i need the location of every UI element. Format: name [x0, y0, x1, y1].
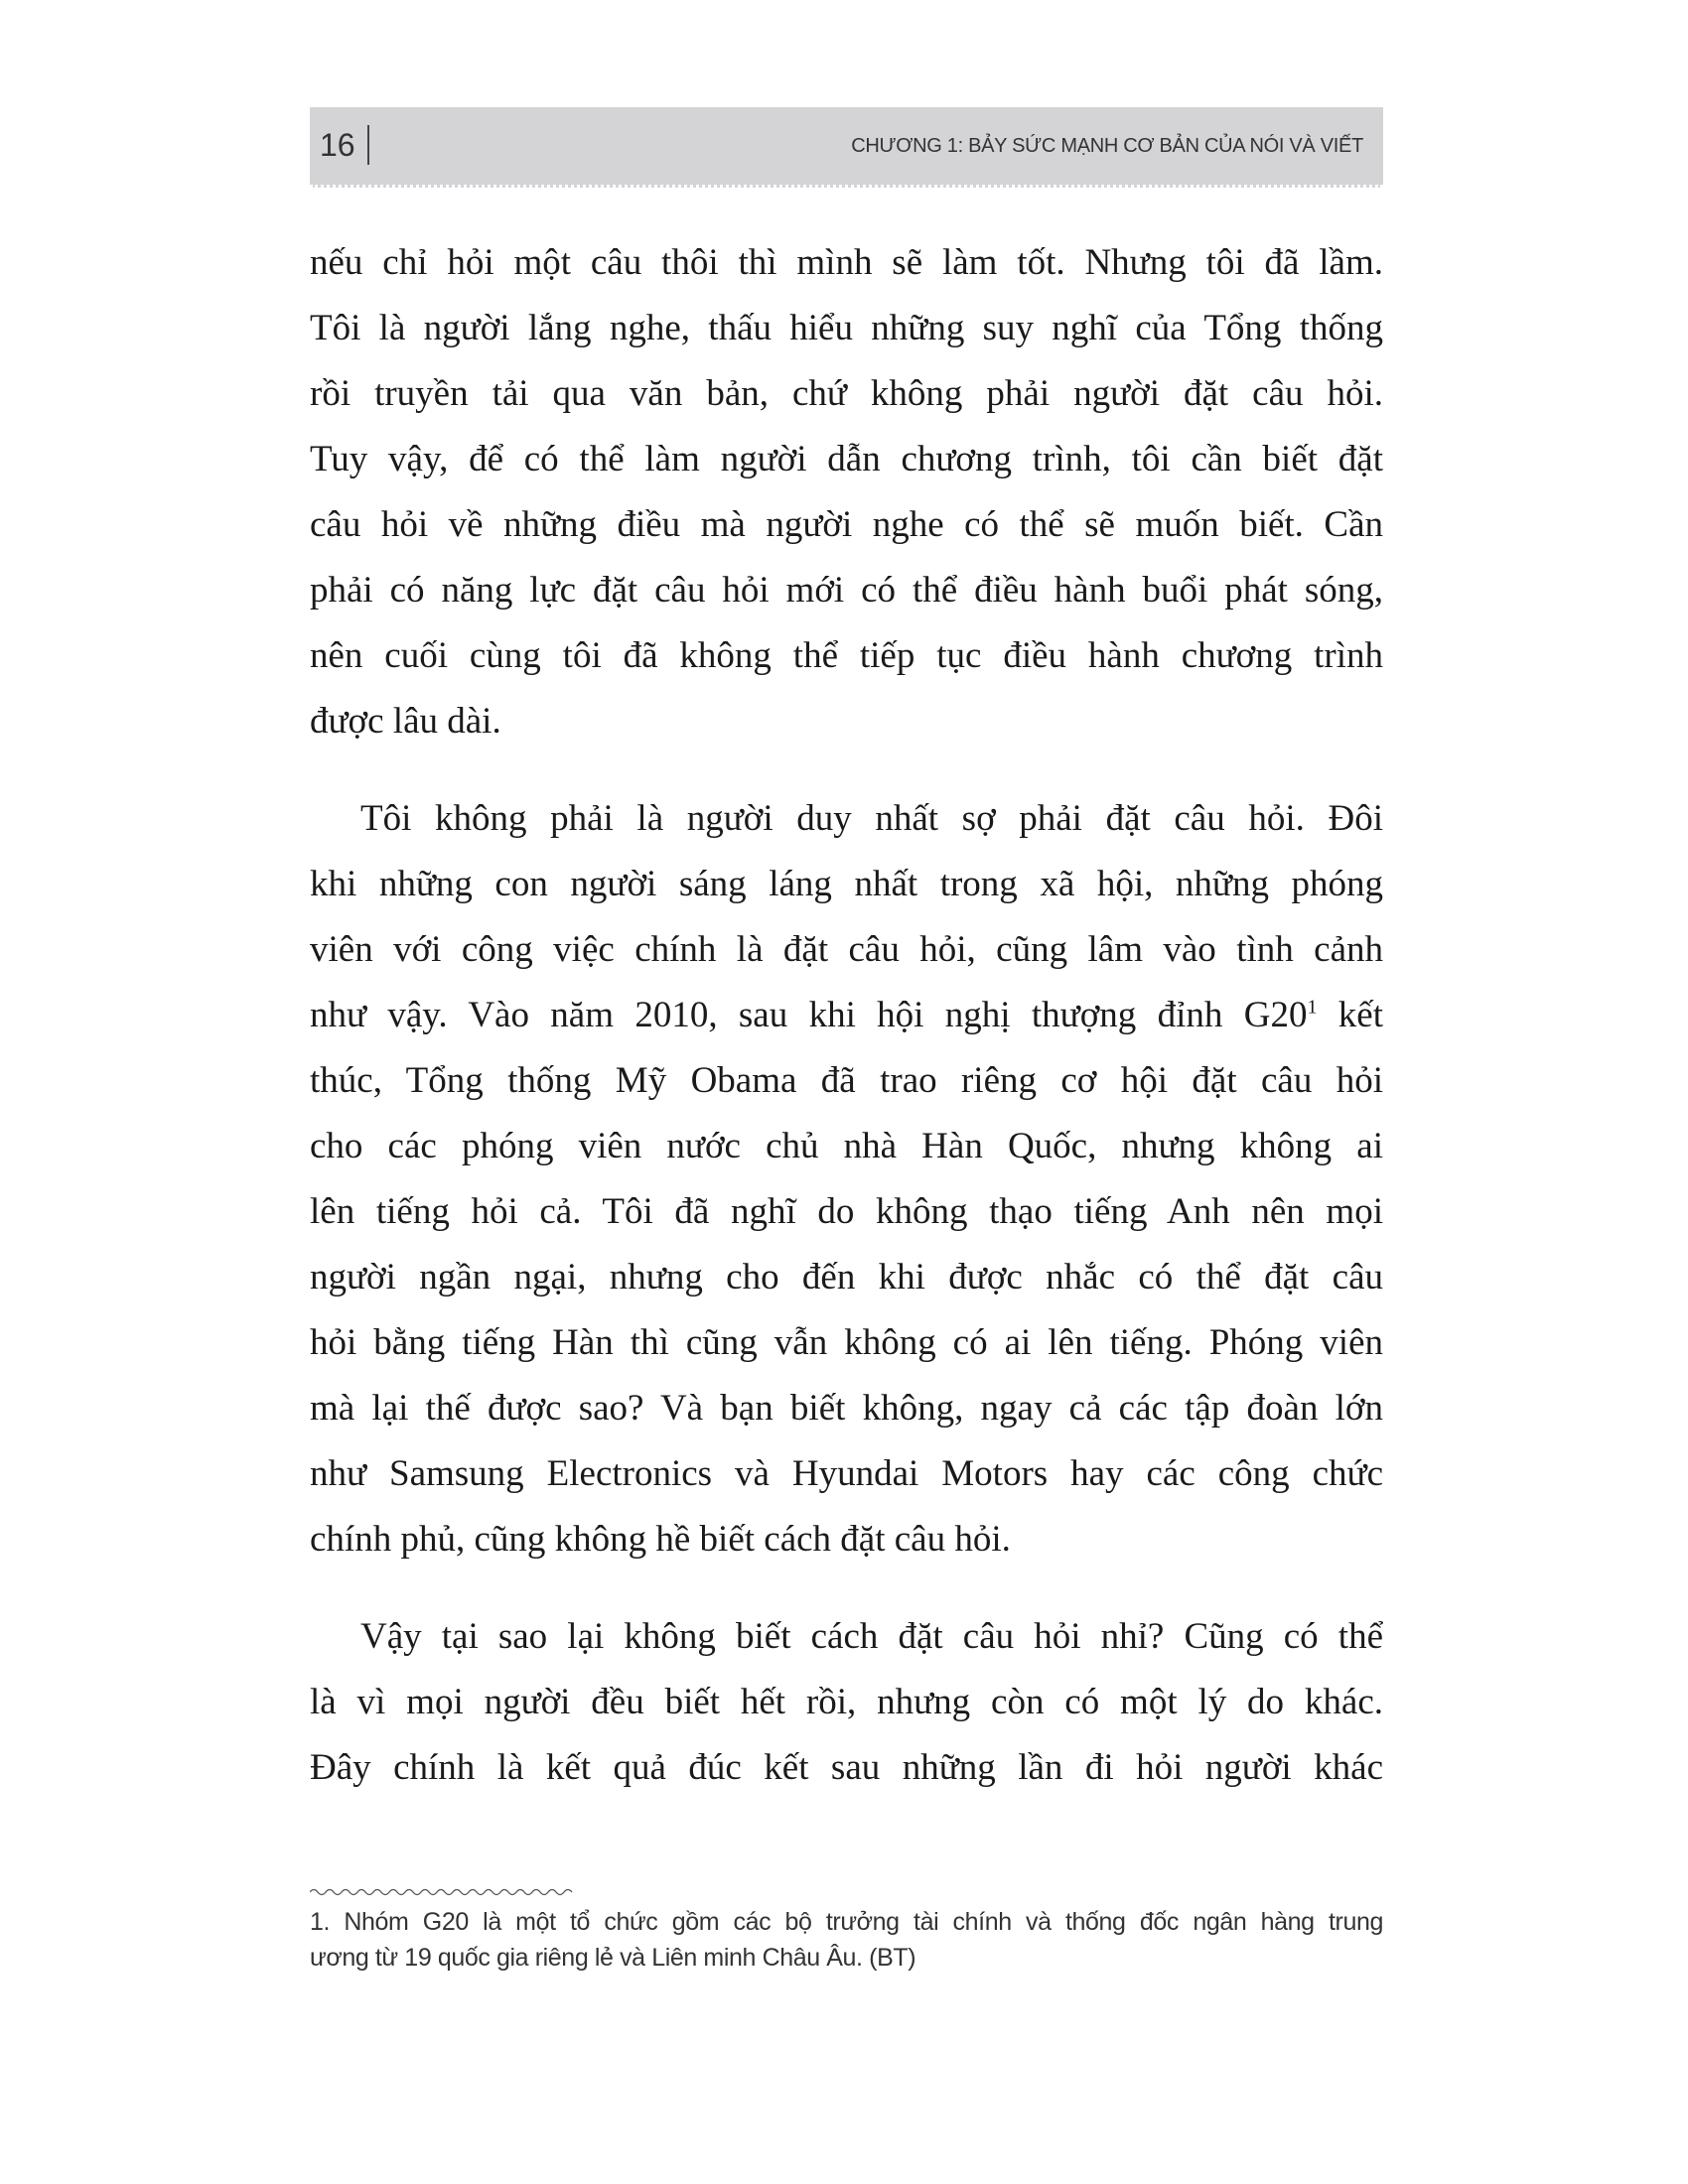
text-line: thúc, Tổng thống Mỹ Obama đã trao riêng cơ hội đặt câu hỏi	[310, 1060, 1383, 1101]
text-line: nên cuối cùng tôi đã không thể tiếp tục điều hành chương trình	[310, 635, 1383, 676]
text-line: chính phủ, cũng không hề biết cách đặt câu hỏi.	[310, 1519, 1011, 1560]
footnote-line: ương từ 19 quốc gia riêng lẻ và Liên minh Châu Âu. (BT)	[310, 1944, 916, 1972]
text-line: Tôi không phải là người duy nhất sợ phải đặt câu hỏi. Đôi	[360, 798, 1383, 839]
text-line: Tuy vậy, để có thể làm người dẫn chương trình, tôi cần biết đặt	[310, 439, 1383, 479]
footnote-wavy-rule	[310, 1886, 576, 1898]
footnote	[310, 1904, 1383, 1976]
text-line: câu hỏi về những điều mà người nghe có thể sẽ muốn biết. Cần	[310, 504, 1383, 545]
paragraph-3	[310, 1604, 1383, 1801]
text-line: hỏi bằng tiếng Hàn thì cũng vẫn không có ai lên tiếng. Phóng viên	[310, 1322, 1383, 1363]
running-header	[310, 107, 1383, 188]
text-line: Tôi là người lắng nghe, thấu hiểu những suy nghĩ của Tổng thống	[310, 308, 1383, 348]
text-line: phải có năng lực đặt câu hỏi mới có thể điều hành buổi phát sóng,	[310, 570, 1383, 611]
text-line: được lâu dài.	[310, 701, 501, 742]
text-segment: như vậy. Vào năm 2010, sau khi hội nghị thượng đỉnh G20	[310, 995, 1308, 1035]
text-line: mà lại thế được sao? Và bạn biết không, ngay cả các tập đoàn lớn	[310, 1388, 1383, 1429]
footnote-line: 1. Nhóm G20 là một tổ chức gồm các bộ trưởng tài chính và thống đốc ngân hàng trung	[310, 1908, 1383, 1936]
page-number: 16	[320, 127, 355, 163]
header-divider	[367, 125, 369, 165]
text-line: Đây chính là kết quả đúc kết sau những lần đi hỏi người khác	[310, 1747, 1383, 1788]
chapter-title: CHƯƠNG 1: BẢY SỨC MẠNH CƠ BẢN CỦA NÓI VÀ VIẾT	[851, 135, 1363, 157]
paragraph-2	[310, 786, 1383, 1572]
text-line: viên với công việc chính là đặt câu hỏi, cũng lâm vào tình cảnh	[310, 929, 1383, 970]
body-text	[310, 230, 1383, 1833]
paragraph-1	[310, 230, 1383, 754]
text-line: lên tiếng hỏi cả. Tôi đã nghĩ do không thạo tiếng Anh nên mọi	[310, 1191, 1383, 1232]
text-line-with-footnote	[310, 983, 1383, 1048]
text-line: là vì mọi người đều biết hết rồi, nhưng còn có một lý do khác.	[310, 1682, 1383, 1722]
text-segment: kết	[1317, 995, 1384, 1035]
text-line: rồi truyền tải qua văn bản, chứ không phải người đặt câu hỏi.	[310, 373, 1383, 414]
footnote-reference[interactable]: 1	[1307, 996, 1318, 1019]
text-line: Vậy tại sao lại không biết cách đặt câu hỏi nhỉ? Cũng có thể	[360, 1616, 1383, 1657]
text-line: nếu chỉ hỏi một câu thôi thì mình sẽ làm tốt. Nhưng tôi đã lầm.	[310, 242, 1383, 283]
text-line: cho các phóng viên nước chủ nhà Hàn Quốc, nhưng không ai	[310, 1126, 1383, 1166]
text-line: như Samsung Electronics và Hyundai Motors hay các công chức	[310, 1453, 1383, 1494]
text-line: người ngần ngại, nhưng cho đến khi được nhắc có thể đặt câu	[310, 1257, 1383, 1297]
text-line: khi những con người sáng láng nhất trong xã hội, những phóng	[310, 864, 1383, 904]
